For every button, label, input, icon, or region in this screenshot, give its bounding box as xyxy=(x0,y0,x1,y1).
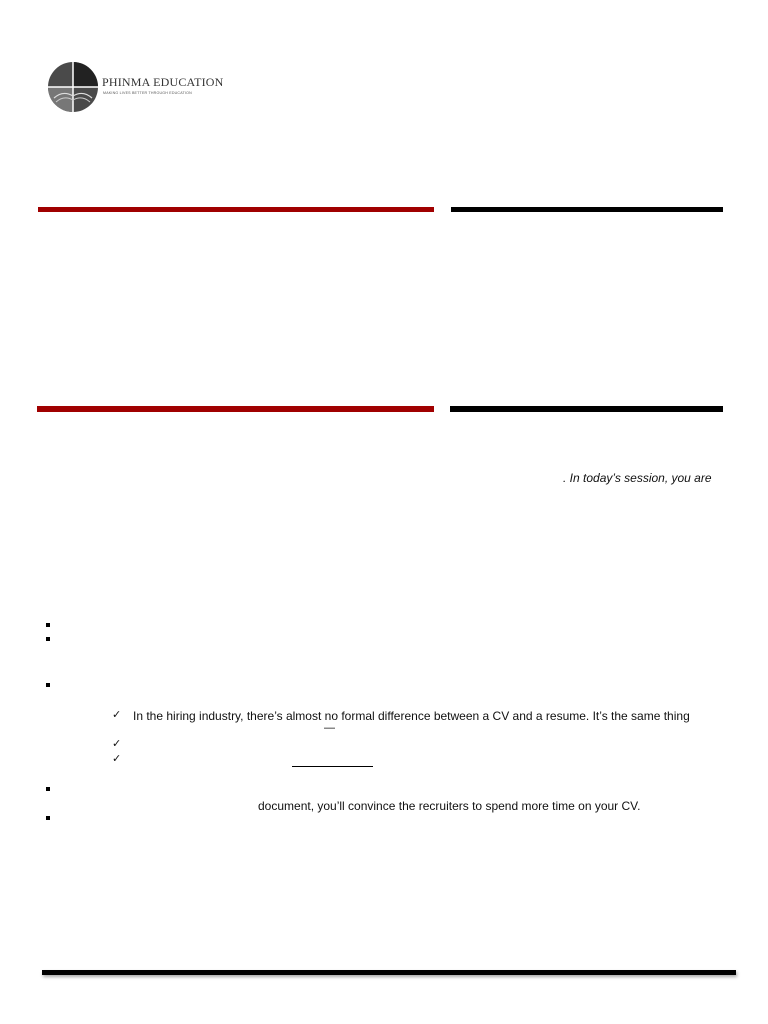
dash-mark: — xyxy=(324,722,335,734)
bullet-marker xyxy=(46,683,50,687)
footer-rule xyxy=(42,970,736,975)
bullet-marker xyxy=(46,787,50,791)
section-rule-black-bottom xyxy=(450,406,723,412)
phinma-logo xyxy=(46,60,224,114)
intro-session-text: . In today’s session, you are xyxy=(563,471,712,485)
logo-title: PHINMA EDUCATION xyxy=(102,75,224,89)
section-rule-black-top xyxy=(451,207,723,212)
check-icon: ✓ xyxy=(112,709,122,721)
bullet-continuation-text: document, you’ll convince the recruiters to spend more time on your CV. xyxy=(258,799,641,813)
section-rule-red-top xyxy=(38,207,434,212)
check-item-text: In the hiring industry, there’s almost no formal difference between a CV and a resume. It’s the same thing xyxy=(133,709,690,723)
check-icon: ✓ xyxy=(112,738,122,750)
blank-underline xyxy=(292,766,373,767)
section-rule-red-bottom xyxy=(37,406,434,412)
bullet-marker xyxy=(46,637,50,641)
check-icon: ✓ xyxy=(112,753,122,765)
open-book-globe-icon xyxy=(46,60,100,114)
bullet-marker xyxy=(46,623,50,627)
bullet-marker xyxy=(46,816,50,820)
logo-tagline: MAKING LIVES BETTER THROUGH EDUCATION xyxy=(103,91,192,95)
